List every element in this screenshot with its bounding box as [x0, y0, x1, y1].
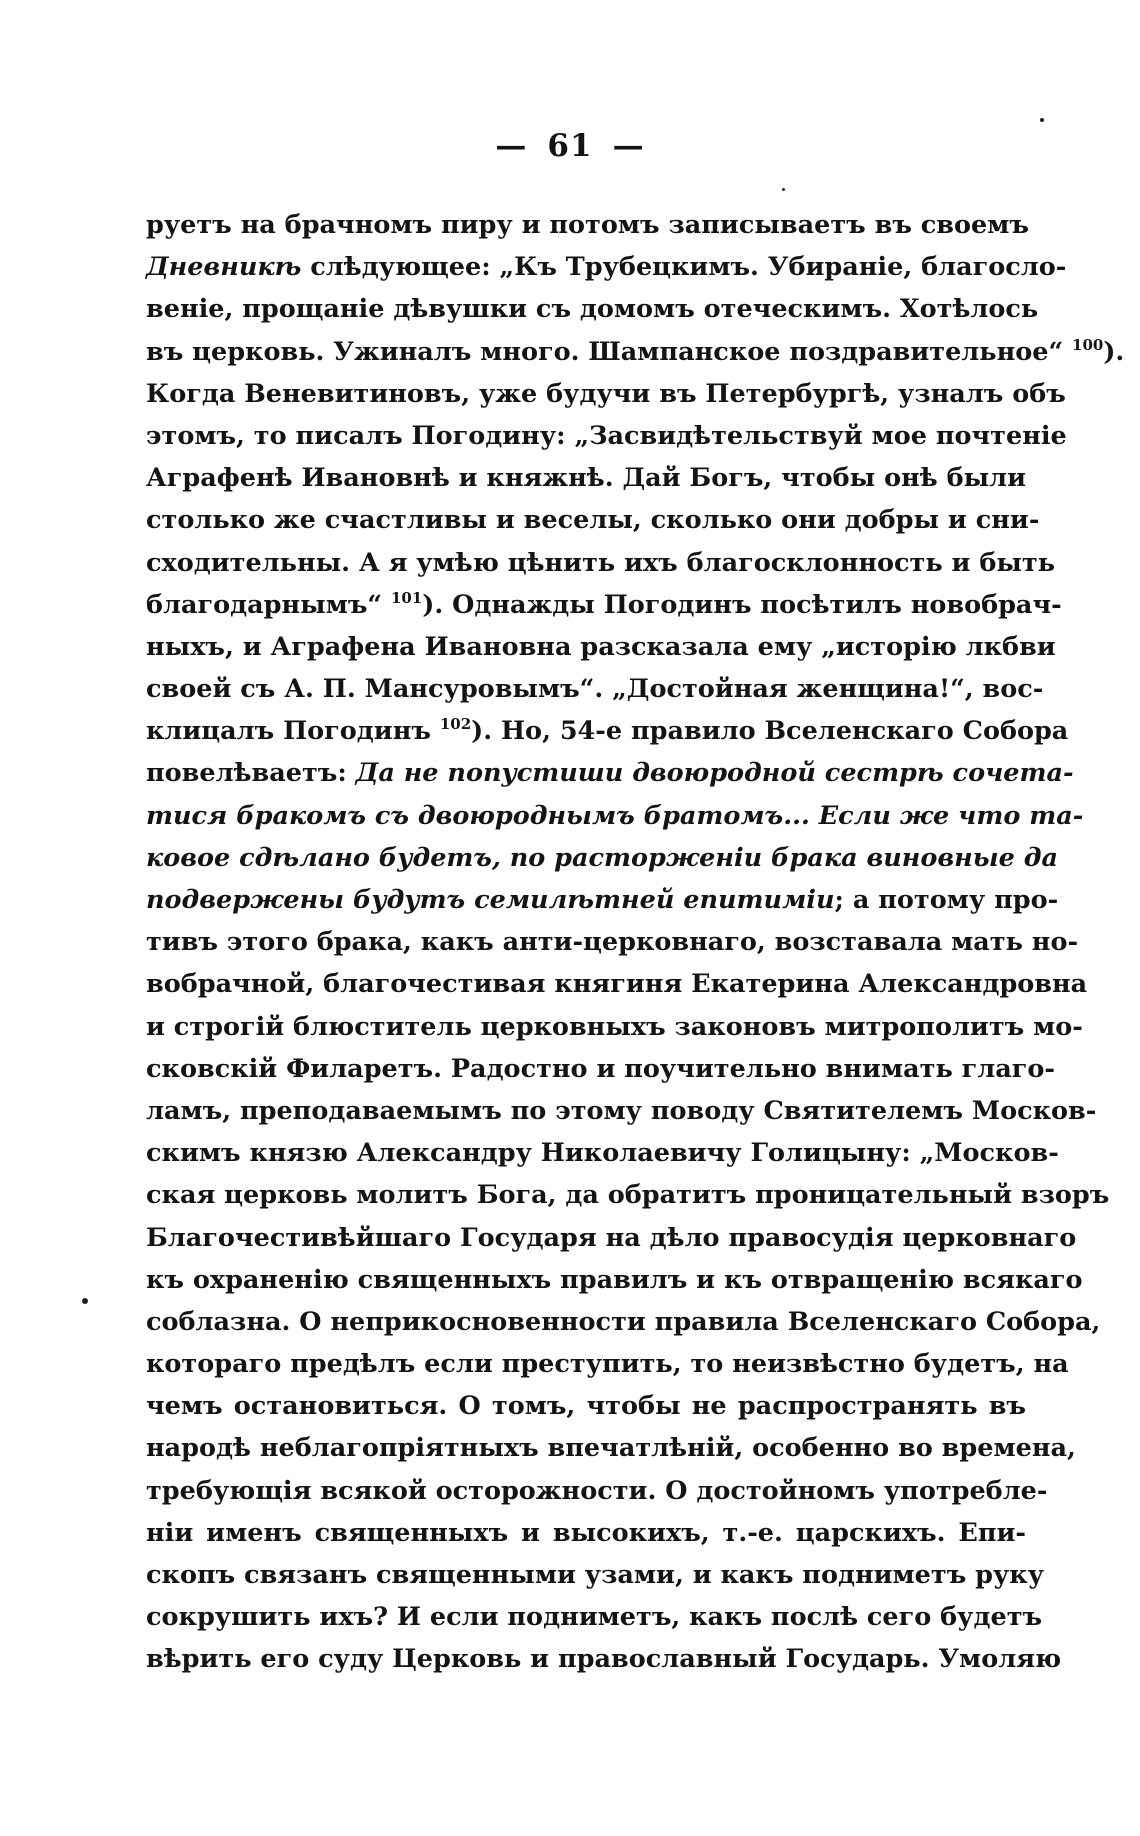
line-text: клицалъ Погодинъ: [146, 716, 440, 747]
body-text: [146, 204, 1125, 1681]
line-text: требующія всякой осторожности. О достойномъ употребле-: [146, 1475, 1048, 1506]
line-text: слѣдующее: „Къ Трубецкимъ. Убираніе, благосло-: [301, 252, 1067, 283]
line-text: скимъ князю Александру Николаевичу Голицыну: „Москов-: [146, 1138, 1059, 1169]
text-line: [146, 1006, 1083, 1048]
line-text: Аграфенѣ Ивановнѣ и княжнѣ. Дай Богъ, чтобы онѣ были: [146, 463, 1027, 494]
text-line: [146, 204, 1029, 246]
text-line: [146, 795, 1084, 837]
text-line: [146, 1132, 1059, 1174]
text-line: [146, 542, 1056, 584]
page-number-dash-left: —: [495, 128, 528, 164]
line-text: столько же счастливы и веселы, сколько они добры и сни-: [146, 505, 1040, 536]
line-text: тивъ этого брака, какъ анти-церковнаго, возставала мать но-: [146, 927, 1079, 958]
line-text: народѣ неблагопріятныхъ впечатлѣній, особенно во времена,: [146, 1433, 1076, 1464]
text-line: [146, 879, 1059, 921]
text-line: [146, 921, 1079, 963]
line-text: котораго предѣлъ если преступить, то неизвѣстно будетъ, на: [146, 1349, 1069, 1380]
line-text: ламъ, преподаваемымъ по этому поводу Святителемъ Москов-: [146, 1095, 1097, 1126]
text-line: [146, 1343, 1069, 1385]
footnote-reference: 102: [439, 715, 472, 734]
footnote-reference: 101: [390, 588, 423, 607]
footnote-reference: 100: [1072, 335, 1104, 354]
line-text: руетъ на брачномъ пиру и потомъ записываетъ въ своемъ: [146, 210, 1029, 240]
print-speck: [782, 188, 785, 191]
line-text: сковскій Филаретъ. Радостно и поучительно внимать глаго-: [146, 1053, 1055, 1084]
text-line: [146, 752, 1074, 794]
text-line: [146, 1217, 1077, 1259]
print-speck: [1040, 118, 1044, 122]
print-speck: [82, 1298, 88, 1304]
line-text: къ охраненію священныхъ правилъ и къ отвращенію всякаго: [146, 1264, 1083, 1295]
text-line: [146, 1090, 1097, 1132]
italic-text: ковое сдѣлано будетъ, по расторженіи брака виновные да: [146, 842, 1058, 873]
line-text: своей съ А. П. Мансуровымъ“. „Достойная женщина!“, вос-: [146, 674, 1044, 705]
text-line: [146, 415, 1067, 457]
text-line: [146, 1301, 1101, 1343]
line-text: ). Однажды Погодинъ посѣтилъ новобрач-: [422, 589, 1062, 620]
text-line: [146, 1174, 1110, 1216]
text-line: [146, 288, 1039, 330]
line-text: соблазна. О неприкосновенности правила Вселенскаго Собора,: [146, 1306, 1101, 1337]
text-line: [146, 963, 1088, 1005]
line-text: вѣрить его суду Церковь и православный Государь. Умоляю: [146, 1644, 1062, 1675]
line-text: Когда Веневитиновъ, уже будучи въ Петербургѣ, узналъ объ: [146, 378, 1066, 409]
line-text: Благочестивѣйшаго Государя на дѣло правосудія церковнаго: [146, 1222, 1077, 1253]
line-text: ; а потому про-: [834, 885, 1059, 915]
text-line: [146, 1259, 1083, 1301]
line-text: вобрачной, благочестивая княгиня Екатерина Александровна: [146, 969, 1088, 1000]
line-text: веніе, прощаніе дѣвушки съ домомъ отеческимъ. Хотѣлось: [146, 294, 1039, 325]
text-line: [146, 584, 1062, 626]
line-text: и строгій блюститель церковныхъ законовъ митрополитъ мо-: [146, 1011, 1083, 1042]
text-line: [146, 373, 1066, 415]
text-line: [146, 1385, 1026, 1427]
page-number: 61: [547, 128, 593, 164]
line-text: въ церковь. Ужиналъ много. Шампанское поздравительное“: [146, 336, 1073, 367]
text-line: [146, 246, 1067, 288]
text-line: [146, 1596, 1043, 1638]
text-line: [146, 837, 1058, 879]
text-line: [146, 1554, 1045, 1596]
italic-text: Дневникѣ: [146, 252, 302, 283]
line-text: скопъ связанъ священными узами, и какъ подниметъ руку: [146, 1560, 1045, 1590]
text-line: [146, 1427, 1076, 1469]
text-line: [146, 1048, 1055, 1090]
line-text: ская церковь молитъ Бога, да обратитъ проницательный взоръ: [146, 1180, 1110, 1211]
page-number-dash-right: —: [612, 128, 645, 164]
text-line: [146, 1512, 1026, 1554]
page-number-header: [0, 128, 1140, 164]
line-text: ныхъ, и Аграфена Ивановна разсказала ему „исторію лкбви: [146, 631, 1056, 662]
italic-text: Да не попустиши двоюродной сестрѣ сочета-: [355, 758, 1074, 789]
italic-text: тися бракомъ съ двоюроднымъ братомъ... Если же что та-: [146, 800, 1084, 831]
line-text: повелѣваетъ:: [146, 758, 356, 789]
line-text: сходительны. А я умѣю цѣнить ихъ благосклонность и быть: [146, 547, 1056, 578]
line-text: благодарнымъ“: [146, 589, 391, 620]
text-line: [146, 1470, 1048, 1512]
line-text: ). Но, 54-е правило Вселенскаго Собора: [471, 716, 1069, 747]
line-text: сокрушить ихъ? И если подниметъ, какъ послѣ сего будетъ: [146, 1602, 1043, 1633]
line-text: ніи именъ священныхъ и высокихъ, т.-е. царскихъ. Епи-: [146, 1517, 1026, 1548]
text-line: [146, 1638, 1062, 1680]
text-line: [146, 626, 1056, 668]
text-line: [146, 668, 1044, 710]
line-text: чемъ остановиться. О томъ, чтобы не распространять въ: [146, 1391, 1026, 1422]
text-line: [146, 499, 1040, 541]
italic-text: подвержены будутъ семилѣтней епитиміи: [146, 885, 835, 915]
text-line: [146, 457, 1026, 499]
text-line: [146, 331, 1125, 373]
line-text: ).: [1103, 336, 1125, 367]
text-line: [146, 710, 1069, 752]
line-text: этомъ, то писалъ Погодину: „Засвидѣтельствуй мое почтеніе: [146, 420, 1067, 451]
